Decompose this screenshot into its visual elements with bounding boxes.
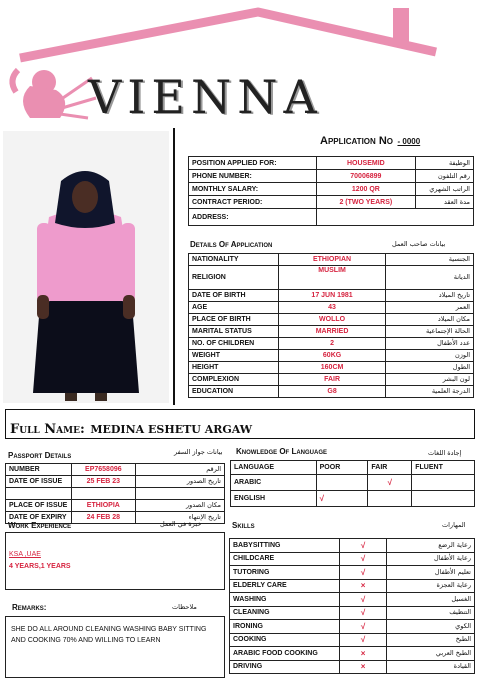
- skills-arabic: الغسيل: [387, 593, 475, 607]
- passport-label: NUMBER: [6, 464, 72, 476]
- skills-mark: √: [339, 633, 387, 647]
- skills-row: [230, 647, 475, 661]
- details-arabic: لون البشر: [386, 374, 474, 386]
- details-row: [189, 290, 474, 302]
- logo-brand-text: VIENNA: [88, 70, 323, 124]
- details-arabic: مكان الميلاد: [386, 314, 474, 326]
- details-label: COMPLEXION: [189, 374, 279, 386]
- details-label: RELIGION: [189, 266, 279, 290]
- skills-table: [229, 538, 475, 674]
- passport-arabic-title: بيانات جواز السفر: [174, 448, 223, 456]
- details-value: 60KG: [278, 350, 385, 362]
- skills-arabic: رعاية العجزة: [387, 579, 475, 593]
- details-row: [189, 374, 474, 386]
- details-row: [189, 254, 474, 266]
- details-value: G8: [278, 386, 385, 398]
- skills-arabic: التنظيف: [387, 606, 475, 620]
- position-row: [189, 196, 474, 209]
- language-col-fair: FAIR: [368, 461, 412, 475]
- details-value: 160CM: [278, 362, 385, 374]
- skills-mark: √: [339, 620, 387, 634]
- details-arabic: الجنسية: [386, 254, 474, 266]
- passport-row: [6, 488, 225, 500]
- details-label: NO. OF CHILDREN: [189, 338, 279, 350]
- details-row: [189, 350, 474, 362]
- skills-row: [230, 633, 475, 647]
- details-label: HEIGHT: [189, 362, 279, 374]
- details-table: [188, 253, 474, 398]
- details-row: [189, 362, 474, 374]
- details-arabic: الحالة الإجتماعية: [386, 326, 474, 338]
- details-title: Details Of Application: [190, 240, 273, 249]
- full-name-value: MEDINA ESHETU ARGAW: [90, 423, 253, 436]
- details-row: [189, 326, 474, 338]
- language-row: [231, 475, 475, 491]
- language-fluent-mark: [412, 491, 475, 507]
- details-label: AGE: [189, 302, 279, 314]
- skills-label: WASHING: [230, 593, 340, 607]
- skills-arabic: تعليم الأطفال: [387, 566, 475, 580]
- position-label: CONTRACT PERIOD:: [189, 196, 317, 209]
- skills-row: [230, 606, 475, 620]
- passport-arabic: تاريخ الصدور: [135, 476, 224, 488]
- language-fair-mark: [368, 491, 412, 507]
- position-row: [189, 157, 474, 170]
- skills-label: ELDERLY CARE: [230, 579, 340, 593]
- position-value: 2 (TWO YEARS): [316, 196, 416, 209]
- application-number-value: - 0000: [397, 137, 421, 146]
- details-label: EDUCATION: [189, 386, 279, 398]
- skills-arabic-title: المهارات: [442, 521, 466, 529]
- details-row: [189, 314, 474, 326]
- details-label: PLACE OF BIRTH: [189, 314, 279, 326]
- language-arabic-title: إجادة اللغات: [428, 449, 462, 457]
- work-duration: 4 YEARS,1 YEARS: [9, 563, 71, 570]
- work-country: KSA ,UAE: [9, 551, 41, 558]
- details-arabic: الدرجة العلمية: [386, 386, 474, 398]
- passport-arabic: [135, 488, 224, 500]
- passport-arabic: الرقم: [135, 464, 224, 476]
- details-value: FAIR: [278, 374, 385, 386]
- passport-row: [6, 476, 225, 488]
- skills-label: COOKING: [230, 633, 340, 647]
- skills-row: [230, 593, 475, 607]
- skills-mark: √: [339, 552, 387, 566]
- language-fluent-mark: [412, 475, 475, 491]
- language-col-language: LANGUAGE: [231, 461, 317, 475]
- position-row: [189, 170, 474, 183]
- skills-mark: ×: [339, 660, 387, 674]
- remarks-text: SHE DO ALL AROUND CLEANING WASHING BABY SITTING AND COOKING 70% AND WILLING TO LEARN: [5, 616, 225, 678]
- position-arabic: الوظيفة: [416, 157, 474, 170]
- photo-divider: [173, 128, 175, 405]
- details-label: DATE OF BIRTH: [189, 290, 279, 302]
- skills-row: [230, 539, 475, 553]
- skills-label: CLEANING: [230, 606, 340, 620]
- passport-arabic: مكان الصدور: [135, 500, 224, 512]
- skills-mark: ×: [339, 647, 387, 661]
- application-label: Application No: [320, 135, 394, 147]
- passport-row: [6, 500, 225, 512]
- passport-value: EP7658096: [71, 464, 135, 476]
- passport-table: [5, 463, 225, 524]
- skills-label: ARABIC FOOD COOKING: [230, 647, 340, 661]
- skills-arabic: القيادة: [387, 660, 475, 674]
- details-arabic: الوزن: [386, 350, 474, 362]
- vienna-logo: [0, 0, 480, 128]
- details-row: [189, 338, 474, 350]
- skills-row: [230, 552, 475, 566]
- passport-title: Passport Details: [8, 451, 72, 460]
- skills-mark: ×: [339, 579, 387, 593]
- details-value: WOLLO: [278, 314, 385, 326]
- skills-label: IRONING: [230, 620, 340, 634]
- skills-mark: √: [339, 606, 387, 620]
- details-value: 2: [278, 338, 385, 350]
- passport-label: PLACE OF ISSUE: [6, 500, 72, 512]
- skills-arabic: الكوي: [387, 620, 475, 634]
- details-row: [189, 386, 474, 398]
- language-poor-mark: [316, 475, 368, 491]
- details-arabic-title: بيانات صاحب العمل: [392, 240, 446, 248]
- skills-label: DRIVING: [230, 660, 340, 674]
- skills-title: Skills: [232, 521, 255, 530]
- work-arabic-title: خبرة في العمل: [160, 520, 202, 528]
- position-label: PHONE NUMBER:: [189, 170, 317, 183]
- passport-label: DATE OF EXPIRY: [6, 512, 72, 524]
- language-poor-mark: √: [316, 491, 368, 507]
- language-col-fluent: FLUENT: [412, 461, 475, 475]
- position-value: HOUSEMID: [316, 157, 416, 170]
- skills-mark: √: [339, 566, 387, 580]
- details-arabic: العمر: [386, 302, 474, 314]
- details-value: 43: [278, 302, 385, 314]
- position-label: POSITION APPLIED FOR:: [189, 157, 317, 170]
- position-arabic: مدة العقد: [416, 196, 474, 209]
- position-value: 1200 QR: [316, 183, 416, 196]
- details-arabic: عدد الأطفال: [386, 338, 474, 350]
- position-value: 70006899: [316, 170, 416, 183]
- applicant-photo: [3, 131, 169, 403]
- position-table: [188, 156, 474, 226]
- position-arabic: رقم التلفون: [416, 170, 474, 183]
- language-fair-mark: √: [368, 475, 412, 491]
- details-row: [189, 302, 474, 314]
- details-arabic: الديانة: [386, 266, 474, 290]
- language-table: [230, 460, 475, 507]
- skills-arabic: الطبخ العربي: [387, 647, 475, 661]
- language-name: ARABIC: [231, 475, 317, 491]
- details-label: NATIONALITY: [189, 254, 279, 266]
- passport-value: 25 FEB 23: [71, 476, 135, 488]
- details-value: ETHIOPIAN: [278, 254, 385, 266]
- position-value: [316, 209, 473, 226]
- remarks-arabic-title: ملاحظات: [172, 603, 197, 611]
- application-number: [320, 131, 420, 149]
- skills-label: BABYSITTING: [230, 539, 340, 553]
- skills-label: TUTORING: [230, 566, 340, 580]
- details-value: MARRIED: [278, 326, 385, 338]
- language-col-poor: POOR: [316, 461, 368, 475]
- skills-arabic: الطبخ: [387, 633, 475, 647]
- work-title: Work Experience: [8, 521, 72, 530]
- passport-value: 24 FEB 28: [71, 512, 135, 524]
- skills-label: CHILDCARE: [230, 552, 340, 566]
- details-value: MUSLIM: [278, 266, 385, 290]
- position-row: [189, 209, 474, 226]
- details-arabic: تاريخ الميلاد: [386, 290, 474, 302]
- skills-mark: √: [339, 539, 387, 553]
- passport-row: [6, 464, 225, 476]
- skills-row: [230, 620, 475, 634]
- details-value: 17 JUN 1981: [278, 290, 385, 302]
- skills-row: [230, 579, 475, 593]
- passport-value: ETHIOPIA: [71, 500, 135, 512]
- skills-mark: √: [339, 593, 387, 607]
- details-label: MARITAL STATUS: [189, 326, 279, 338]
- passport-label: DATE OF ISSUE: [6, 476, 72, 488]
- skills-arabic: رعاية الرضع: [387, 539, 475, 553]
- language-header-row: [231, 461, 475, 475]
- language-title: Knowledge Of Language: [236, 447, 327, 456]
- position-arabic: الراتب الشهري: [416, 183, 474, 196]
- language-name: ENGLISH: [231, 491, 317, 507]
- passport-arabic: تاريخ الإنتهاء: [135, 512, 224, 524]
- position-label: MONTHLY SALARY:: [189, 183, 317, 196]
- details-label: WEIGHT: [189, 350, 279, 362]
- remarks-title: Remarks:: [12, 603, 47, 612]
- language-row: [231, 491, 475, 507]
- details-row: [189, 266, 474, 290]
- full-name-label: Full Name:: [10, 422, 85, 437]
- position-row: [189, 183, 474, 196]
- details-arabic: الطول: [386, 362, 474, 374]
- skills-arabic: رعاية الأطفال: [387, 552, 475, 566]
- skills-row: [230, 566, 475, 580]
- skills-row: [230, 660, 475, 674]
- work-box: [5, 532, 225, 590]
- full-name: [10, 418, 252, 437]
- passport-value: [71, 488, 135, 500]
- position-label: ADDRESS:: [189, 209, 317, 226]
- passport-label: [6, 488, 72, 500]
